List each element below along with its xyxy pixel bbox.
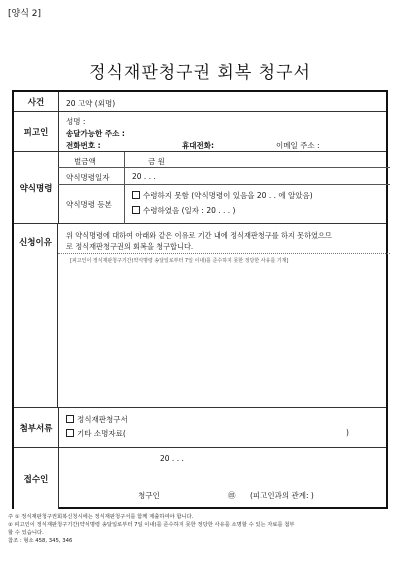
defendant-phone-field[interactable]: 전화번호 : — [66, 141, 101, 150]
copy-not-received-text: 수령하지 못함 (약식명령이 있음을 20 . . 에 알았음) — [143, 191, 313, 200]
copy-not-received-option[interactable] — [132, 190, 313, 201]
checkbox-icon[interactable] — [66, 415, 74, 423]
receipt-label: 접수인 — [14, 448, 59, 509]
defendant-name-field[interactable]: 성명 : — [66, 117, 86, 126]
defendant-address-field[interactable]: 송달가능한 주소 : — [66, 129, 125, 138]
case-number-field[interactable]: 20 고약 (외명) — [66, 99, 116, 108]
seal-mark: ㊞ — [228, 491, 236, 500]
summary-order-label: 약식명령 — [14, 152, 59, 223]
reason-text-line-2: 로 정식재판청구권의 회복을 청구합니다. — [66, 242, 194, 251]
attachment-other-evidence-text: 기타 소명자료( — [77, 429, 126, 438]
fine-amount-label: 벌금액 — [74, 157, 96, 166]
case-label: 사건 — [14, 92, 59, 111]
attachment-other-evidence[interactable] — [66, 428, 126, 439]
fine-amount-field[interactable]: 금 원 — [148, 157, 165, 166]
reason-row — [14, 224, 386, 408]
checkbox-icon[interactable] — [132, 206, 140, 214]
footnote-2: ② 피고인이 정식재판청구기간(약식명령 송달일로부터 7일 이내)를 준수하지 못한 정당한 사유를 소명할 수 있는 자료를 첨부 — [8, 522, 295, 528]
receipt-row — [14, 448, 386, 509]
reason-text-line-1: 위 약식명령에 대하여 아래와 같은 이유로 기간 내에 정식재판청구를 하지 못하였으므 — [66, 231, 332, 240]
form-table — [12, 90, 388, 509]
relation-field[interactable]: (피고인과의 관계: ) — [250, 491, 314, 500]
footnote-reference: 참조 : 형소 458, 345, 346 — [8, 538, 73, 544]
page-title: 정식재판청구권 회복 청구서 — [89, 63, 311, 83]
attachment-other-close: ) — [346, 428, 349, 437]
copy-received-text: 수령하였음 (일자 : 20 . . . ) — [143, 206, 236, 215]
checkbox-icon[interactable] — [66, 429, 74, 437]
footnote-1: 주 ① 정식재판청구권회복신청시에는 정식재판청구서를 함께 제출하여야 합니다. — [8, 514, 194, 520]
footnote-2-continued: 할 수 있습니다. — [8, 530, 44, 536]
attachment-trial-request[interactable] — [66, 414, 128, 425]
attachments-row — [14, 408, 386, 448]
summary-order-line-1 — [58, 167, 390, 168]
claimant-label: 청구인 — [138, 491, 160, 500]
summary-order-row — [14, 152, 386, 224]
defendant-label: 피고인 — [14, 112, 59, 151]
order-date-label: 약식명령일자 — [66, 173, 110, 182]
footnotes — [8, 513, 394, 545]
reason-divider — [58, 253, 390, 254]
checkbox-icon[interactable] — [132, 191, 140, 199]
copy-received-option[interactable] — [132, 205, 235, 216]
form-number: [양식 2] — [8, 9, 41, 19]
reason-input-area[interactable] — [64, 268, 384, 402]
order-copy-label: 약식명령 등본 — [66, 200, 112, 209]
case-row — [14, 92, 386, 112]
reason-instruction: [피고인이 정식재판청구기간(약식명령 송달일로부터 7일 이내)를 준수하지 못한 정당한 사유를 기재] — [70, 258, 289, 264]
attachment-trial-request-text: 정식재판청구서 — [77, 415, 128, 424]
defendant-email-field[interactable]: 이메일 주소 : — [276, 141, 320, 150]
defendant-mobile-field[interactable]: 휴대전화: — [182, 141, 214, 150]
summary-order-line-2 — [58, 184, 390, 185]
order-date-field[interactable]: 20 . . . — [132, 172, 156, 181]
receipt-date-field[interactable]: 20 . . . — [160, 454, 184, 463]
summary-order-divider — [124, 152, 125, 224]
reason-label: 신청이유 — [14, 224, 58, 407]
defendant-row — [14, 112, 386, 152]
attachments-label: 첨부서류 — [14, 408, 59, 447]
